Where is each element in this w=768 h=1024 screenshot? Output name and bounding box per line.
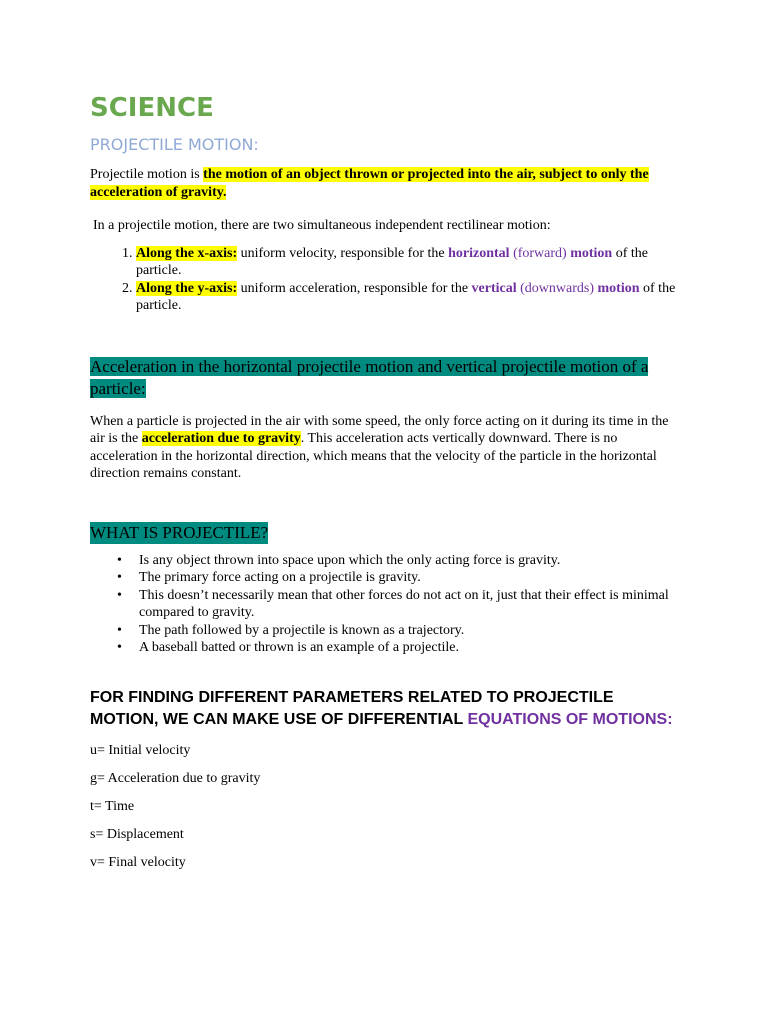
definition-paragraph (90, 166, 680, 201)
definition-prefix: Projectile motion is (90, 167, 204, 182)
bullet-icon: • (117, 622, 122, 638)
motion-word: motion (570, 245, 613, 261)
projectile-bullet-list (90, 552, 680, 657)
motion-text: uniform acceleration, responsible for the (237, 280, 472, 296)
document-page (90, 92, 680, 871)
equations-heading-accent: EQUATIONS OF MOTIONS: (467, 710, 673, 728)
bullet-text: This doesn’t necessarily mean that other forces do not act on it, just that their effect is minimal compared to gravity. (139, 587, 669, 620)
list-item (117, 552, 680, 570)
acceleration-highlight: acceleration due to gravity (141, 431, 301, 446)
document-title: SCIENCE (90, 93, 214, 123)
list-item (136, 245, 680, 280)
motion-paren: (forward) (509, 245, 571, 261)
motion-label: Along the y-axis: (136, 280, 238, 296)
equations-heading (90, 687, 680, 731)
section-subtitle: PROJECTILE MOTION: (90, 135, 259, 154)
acceleration-paragraph (90, 413, 680, 483)
acceleration-heading-text: Acceleration in the horizontal projectile motion and vertical projectile motion of a particle: (90, 356, 649, 398)
bullet-text: A baseball batted or thrown is an example of a projectile. (139, 640, 459, 655)
acceleration-text-after: . This acceleration acts vertically downward. There is no acceleration in the horizontal direction, which means that the velocity of the particle in the horizontal direction remains constant. (90, 431, 657, 481)
motion-direction: horizontal (448, 245, 510, 261)
motion-tail: of the particle. (136, 280, 676, 313)
variable-initial-velocity: u= Initial velocity (90, 742, 191, 758)
acceleration-text-before: When a particle is projected in the air with some speed, the only force acting on it during its time in the air is the (90, 413, 669, 446)
variable-final-velocity: v= Final velocity (90, 854, 186, 870)
list-item (136, 280, 680, 315)
what-is-projectile-heading: WHAT IS PROJECTILE? (90, 522, 269, 542)
motion-word: motion (597, 280, 640, 296)
bullet-icon: • (117, 587, 122, 603)
motion-paren: (downwards) (516, 280, 598, 296)
motion-label: Along the x-axis: (136, 245, 238, 261)
bullet-icon: • (117, 640, 122, 655)
bullet-text: Is any object thrown into space upon which the only acting force is gravity. (139, 552, 561, 568)
definition-highlight: the motion of an object thrown or projected into the air, subject to only the acceleration of gravity. (90, 167, 649, 200)
variable-displacement: s= Displacement (90, 826, 184, 842)
equations-heading-main: FOR FINDING DIFFERENT PARAMETERS RELATED TO PROJECTILE MOTION, WE CAN MAKE USE OF DIFFERENTIAL (90, 688, 614, 728)
bullet-text: The primary force acting on a projectile is gravity. (139, 570, 421, 585)
list-item (117, 622, 680, 640)
motion-list (90, 245, 680, 315)
acceleration-heading (90, 356, 680, 400)
variable-gravity: g= Acceleration due to gravity (90, 770, 261, 786)
bullet-icon: • (117, 570, 122, 585)
variable-time: t= Time (90, 798, 135, 814)
list-item (117, 569, 680, 587)
list-item (117, 639, 680, 657)
motion-direction: vertical (471, 280, 517, 296)
list-item (117, 587, 680, 622)
bullet-icon: • (117, 552, 122, 568)
bullet-text: The path followed by a projectile is known as a trajectory. (139, 622, 465, 638)
motion-text: uniform velocity, responsible for the (237, 245, 449, 261)
intro-paragraph: In a projectile motion, there are two simultaneous independent rectilinear motion: (93, 218, 551, 233)
motion-tail: of the particle. (136, 245, 648, 278)
